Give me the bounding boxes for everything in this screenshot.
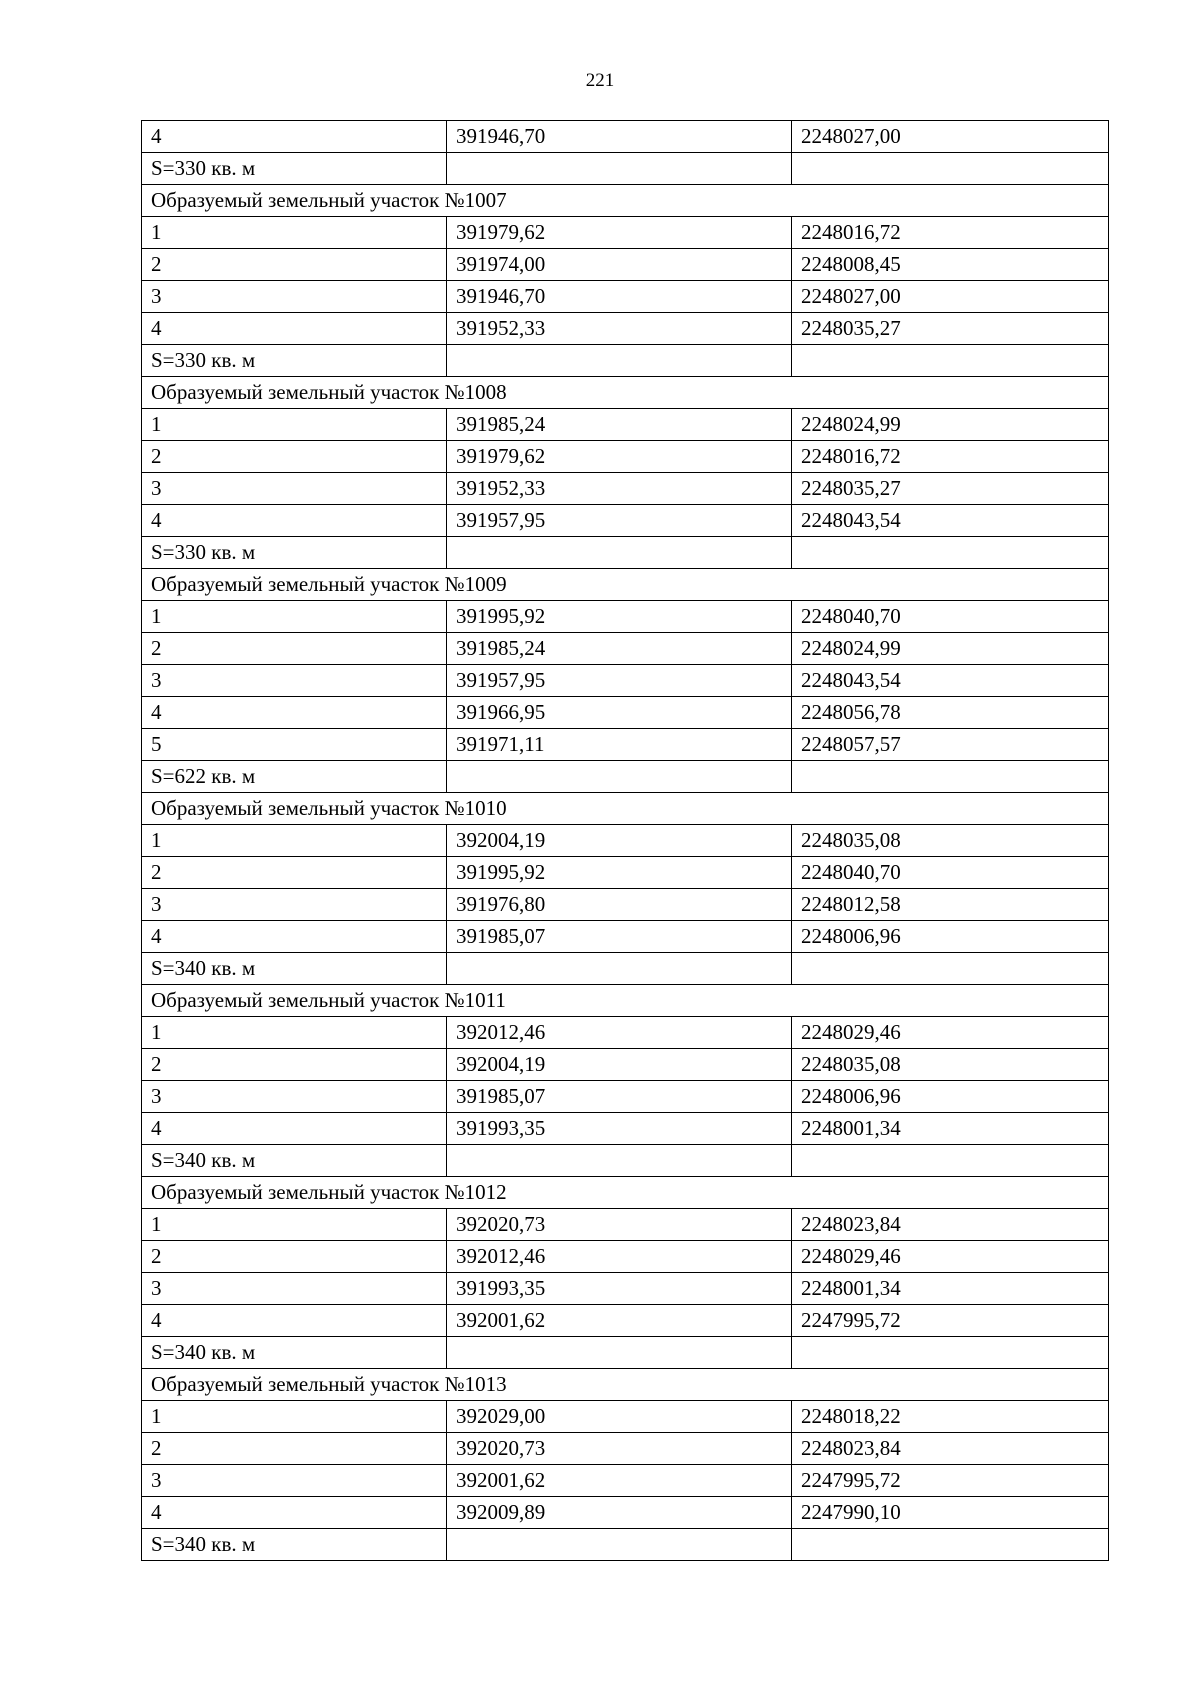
x-coordinate-cell: 391976,80	[447, 889, 792, 921]
point-number-cell: 4	[142, 121, 447, 153]
parcel-header-row	[142, 1177, 1109, 1209]
y-coordinate-cell: 2248035,08	[792, 1049, 1109, 1081]
table-row	[142, 505, 1109, 537]
area-cell: S=330 кв. м	[142, 345, 447, 377]
y-coordinate-cell: 2248024,99	[792, 409, 1109, 441]
point-number-cell: 1	[142, 217, 447, 249]
parcel-header-cell: Образуемый земельный участок №1007	[142, 185, 1109, 217]
y-coordinate-cell: 2248035,08	[792, 825, 1109, 857]
table-row	[142, 281, 1109, 313]
x-coordinate-cell: 391952,33	[447, 313, 792, 345]
parcel-header-row	[142, 985, 1109, 1017]
x-coordinate-cell: 391946,70	[447, 121, 792, 153]
point-number-cell: 4	[142, 697, 447, 729]
point-number-cell: 3	[142, 1081, 447, 1113]
point-number-cell: 3	[142, 665, 447, 697]
x-coordinate-cell: 391957,95	[447, 505, 792, 537]
x-coordinate-cell: 392029,00	[447, 1401, 792, 1433]
y-coordinate-cell: 2248035,27	[792, 313, 1109, 345]
coordinates-table	[141, 120, 1109, 1561]
point-number-cell: 4	[142, 1305, 447, 1337]
table-row	[142, 1465, 1109, 1497]
x-coordinate-cell: 392004,19	[447, 1049, 792, 1081]
table-row	[142, 729, 1109, 761]
empty-cell	[447, 1529, 792, 1561]
empty-cell	[792, 761, 1109, 793]
y-coordinate-cell: 2248040,70	[792, 601, 1109, 633]
table-row	[142, 857, 1109, 889]
empty-cell	[447, 761, 792, 793]
point-number-cell: 1	[142, 1209, 447, 1241]
table-row	[142, 1113, 1109, 1145]
y-coordinate-cell: 2248018,22	[792, 1401, 1109, 1433]
x-coordinate-cell: 391966,95	[447, 697, 792, 729]
point-number-cell: 5	[142, 729, 447, 761]
table-row	[142, 249, 1109, 281]
parcel-header-cell: Образуемый земельный участок №1013	[142, 1369, 1109, 1401]
parcel-header-cell: Образуемый земельный участок №1012	[142, 1177, 1109, 1209]
y-coordinate-cell: 2247990,10	[792, 1497, 1109, 1529]
y-coordinate-cell: 2248008,45	[792, 249, 1109, 281]
area-row	[142, 1337, 1109, 1369]
table-row	[142, 1401, 1109, 1433]
point-number-cell: 2	[142, 857, 447, 889]
y-coordinate-cell: 2248023,84	[792, 1433, 1109, 1465]
area-row	[142, 345, 1109, 377]
x-coordinate-cell: 391985,24	[447, 633, 792, 665]
y-coordinate-cell: 2248012,58	[792, 889, 1109, 921]
y-coordinate-cell: 2248001,34	[792, 1113, 1109, 1145]
y-coordinate-cell: 2248001,34	[792, 1273, 1109, 1305]
point-number-cell: 1	[142, 1017, 447, 1049]
parcel-header-row	[142, 1369, 1109, 1401]
y-coordinate-cell: 2248023,84	[792, 1209, 1109, 1241]
x-coordinate-cell: 391957,95	[447, 665, 792, 697]
x-coordinate-cell: 391985,07	[447, 1081, 792, 1113]
point-number-cell: 3	[142, 1465, 447, 1497]
empty-cell	[792, 1145, 1109, 1177]
table-row	[142, 217, 1109, 249]
area-cell: S=622 кв. м	[142, 761, 447, 793]
page-number: 221	[585, 70, 615, 91]
y-coordinate-cell: 2247995,72	[792, 1305, 1109, 1337]
y-coordinate-cell: 2248006,96	[792, 1081, 1109, 1113]
x-coordinate-cell: 392001,62	[447, 1465, 792, 1497]
x-coordinate-cell: 392012,46	[447, 1017, 792, 1049]
table-row	[142, 633, 1109, 665]
x-coordinate-cell: 391971,11	[447, 729, 792, 761]
y-coordinate-cell: 2248029,46	[792, 1017, 1109, 1049]
y-coordinate-cell: 2248043,54	[792, 505, 1109, 537]
table-row	[142, 1433, 1109, 1465]
table-row	[142, 1049, 1109, 1081]
y-coordinate-cell: 2248027,00	[792, 121, 1109, 153]
empty-cell	[792, 537, 1109, 569]
parcel-header-row	[142, 569, 1109, 601]
point-number-cell: 2	[142, 1049, 447, 1081]
table-row	[142, 409, 1109, 441]
parcel-header-row	[142, 793, 1109, 825]
area-row	[142, 953, 1109, 985]
table-row	[142, 1497, 1109, 1529]
table-row	[142, 1017, 1109, 1049]
empty-cell	[447, 345, 792, 377]
point-number-cell: 2	[142, 441, 447, 473]
parcel-header-cell: Образуемый земельный участок №1008	[142, 377, 1109, 409]
x-coordinate-cell: 392020,73	[447, 1209, 792, 1241]
x-coordinate-cell: 391974,00	[447, 249, 792, 281]
y-coordinate-cell: 2247995,72	[792, 1465, 1109, 1497]
parcel-header-cell: Образуемый земельный участок №1011	[142, 985, 1109, 1017]
table-row	[142, 825, 1109, 857]
parcel-header-row	[142, 185, 1109, 217]
table-row	[142, 121, 1109, 153]
y-coordinate-cell: 2248029,46	[792, 1241, 1109, 1273]
table-row	[142, 889, 1109, 921]
x-coordinate-cell: 391952,33	[447, 473, 792, 505]
x-coordinate-cell: 391946,70	[447, 281, 792, 313]
table-row	[142, 1241, 1109, 1273]
table-row	[142, 665, 1109, 697]
table-row	[142, 921, 1109, 953]
empty-cell	[447, 953, 792, 985]
y-coordinate-cell: 2248016,72	[792, 217, 1109, 249]
y-coordinate-cell: 2248056,78	[792, 697, 1109, 729]
table-row	[142, 601, 1109, 633]
point-number-cell: 1	[142, 409, 447, 441]
point-number-cell: 1	[142, 601, 447, 633]
table-row	[142, 313, 1109, 345]
area-cell: S=340 кв. м	[142, 953, 447, 985]
point-number-cell: 3	[142, 889, 447, 921]
x-coordinate-cell: 391979,62	[447, 217, 792, 249]
point-number-cell: 1	[142, 825, 447, 857]
table-row	[142, 1273, 1109, 1305]
empty-cell	[792, 1337, 1109, 1369]
point-number-cell: 1	[142, 1401, 447, 1433]
parcel-header-row	[142, 377, 1109, 409]
table-row	[142, 1081, 1109, 1113]
empty-cell	[792, 953, 1109, 985]
x-coordinate-cell: 392020,73	[447, 1433, 792, 1465]
point-number-cell: 3	[142, 1273, 447, 1305]
x-coordinate-cell: 392001,62	[447, 1305, 792, 1337]
x-coordinate-cell: 392009,89	[447, 1497, 792, 1529]
x-coordinate-cell: 392004,19	[447, 825, 792, 857]
table-row	[142, 441, 1109, 473]
coordinates-table-body	[142, 121, 1109, 1561]
empty-cell	[792, 1529, 1109, 1561]
table-row	[142, 1209, 1109, 1241]
y-coordinate-cell: 2248043,54	[792, 665, 1109, 697]
point-number-cell: 4	[142, 313, 447, 345]
y-coordinate-cell: 2248006,96	[792, 921, 1109, 953]
y-coordinate-cell: 2248027,00	[792, 281, 1109, 313]
point-number-cell: 4	[142, 1113, 447, 1145]
x-coordinate-cell: 391979,62	[447, 441, 792, 473]
area-cell: S=340 кв. м	[142, 1337, 447, 1369]
empty-cell	[792, 153, 1109, 185]
area-cell: S=330 кв. м	[142, 537, 447, 569]
point-number-cell: 2	[142, 1433, 447, 1465]
x-coordinate-cell: 391995,92	[447, 601, 792, 633]
x-coordinate-cell: 391985,24	[447, 409, 792, 441]
x-coordinate-cell: 391993,35	[447, 1273, 792, 1305]
table-row	[142, 1305, 1109, 1337]
empty-cell	[447, 537, 792, 569]
y-coordinate-cell: 2248016,72	[792, 441, 1109, 473]
point-number-cell: 4	[142, 505, 447, 537]
area-cell: S=340 кв. м	[142, 1529, 447, 1561]
table-row	[142, 697, 1109, 729]
point-number-cell: 2	[142, 249, 447, 281]
x-coordinate-cell: 391995,92	[447, 857, 792, 889]
point-number-cell: 4	[142, 1497, 447, 1529]
empty-cell	[447, 1337, 792, 1369]
area-row	[142, 761, 1109, 793]
y-coordinate-cell: 2248035,27	[792, 473, 1109, 505]
y-coordinate-cell: 2248040,70	[792, 857, 1109, 889]
y-coordinate-cell: 2248057,57	[792, 729, 1109, 761]
table-row	[142, 473, 1109, 505]
point-number-cell: 2	[142, 633, 447, 665]
area-row	[142, 1529, 1109, 1561]
area-cell: S=330 кв. м	[142, 153, 447, 185]
x-coordinate-cell: 392012,46	[447, 1241, 792, 1273]
empty-cell	[447, 153, 792, 185]
parcel-header-cell: Образуемый земельный участок №1010	[142, 793, 1109, 825]
empty-cell	[792, 345, 1109, 377]
area-cell: S=340 кв. м	[142, 1145, 447, 1177]
x-coordinate-cell: 391985,07	[447, 921, 792, 953]
point-number-cell: 2	[142, 1241, 447, 1273]
y-coordinate-cell: 2248024,99	[792, 633, 1109, 665]
empty-cell	[447, 1145, 792, 1177]
point-number-cell: 4	[142, 921, 447, 953]
point-number-cell: 3	[142, 281, 447, 313]
area-row	[142, 537, 1109, 569]
area-row	[142, 1145, 1109, 1177]
area-row	[142, 153, 1109, 185]
parcel-header-cell: Образуемый земельный участок №1009	[142, 569, 1109, 601]
point-number-cell: 3	[142, 473, 447, 505]
x-coordinate-cell: 391993,35	[447, 1113, 792, 1145]
